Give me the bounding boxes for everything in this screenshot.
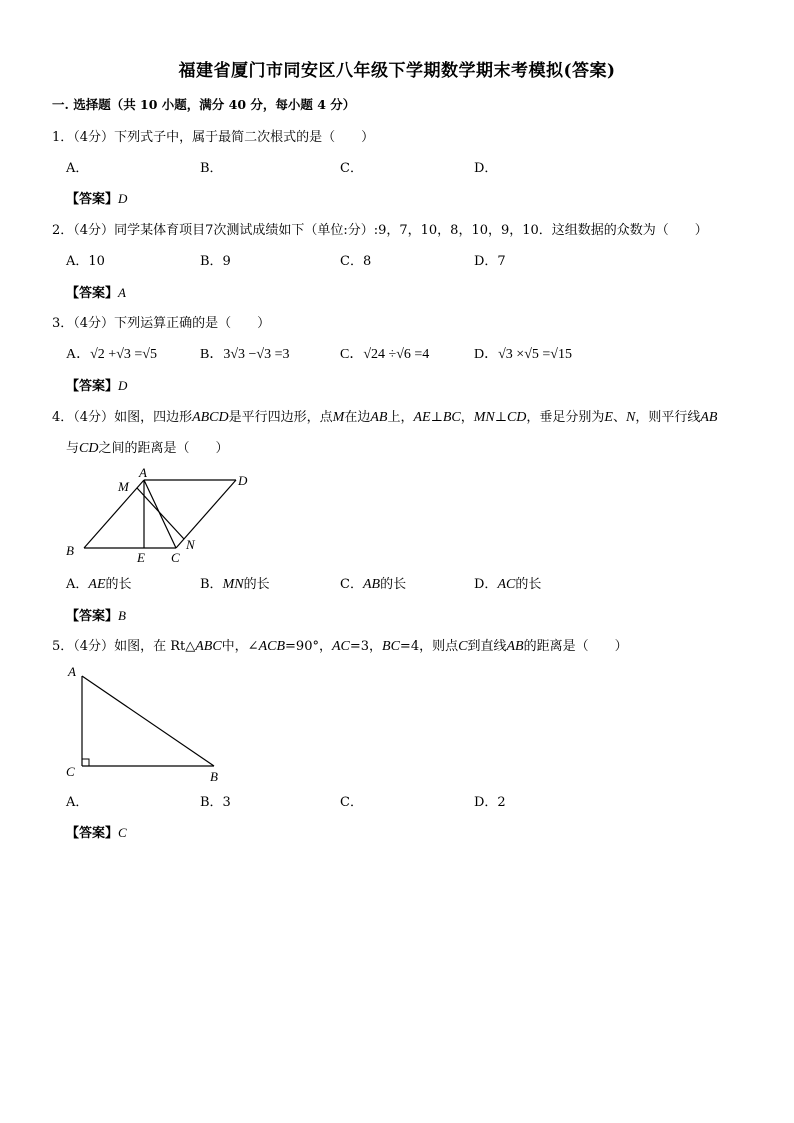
label-b: B [66, 543, 74, 558]
math-symbol: ⊥ [494, 410, 507, 425]
question-text: =3， [349, 639, 383, 654]
side-ab [84, 480, 144, 548]
answer-value: D [118, 378, 128, 393]
question-number: 1． [52, 130, 74, 145]
question-4 [52, 409, 717, 427]
question-1 [52, 129, 374, 147]
math-var: MN [222, 577, 244, 592]
option-c: C． [340, 161, 363, 176]
math-var: M [332, 410, 345, 425]
question-text: 如图，四边形 [114, 410, 193, 425]
question-number: 2． [52, 223, 74, 238]
question-score: （4分） [73, 130, 115, 145]
option-text: 的长 [380, 577, 407, 592]
option-a [66, 576, 132, 594]
math-var: E [604, 410, 613, 425]
option-letter: B． [200, 577, 223, 592]
answer-label: 【答案】 [66, 826, 119, 841]
option-d: D．√3 ×√5 =√15 [474, 347, 572, 362]
parallelogram-figure [60, 464, 260, 568]
math-var: AC [331, 639, 350, 654]
math-var: AC [497, 577, 516, 592]
option-a: A．√2 +√3 =√5 [66, 347, 157, 362]
question-number: 3． [52, 316, 74, 331]
option-letter: D． [474, 577, 498, 592]
question-text: 到直线 [467, 639, 507, 654]
math-var: AE [88, 577, 106, 592]
question-text: 下列式子中，属于最简二次根式的是（ ） [114, 130, 375, 145]
math-var: BC [442, 410, 461, 425]
label-b: B [210, 769, 218, 784]
option-b: B．9 [200, 254, 231, 269]
answer-value: A [118, 285, 126, 300]
math-var: AB [700, 410, 718, 425]
segment-ac [144, 480, 176, 548]
side-dc [176, 480, 236, 548]
right-triangle-figure [60, 662, 230, 786]
math-var: ACB [258, 639, 286, 654]
question-score: （4分） [73, 223, 115, 238]
option-b [200, 576, 270, 594]
question-score: （4分） [73, 639, 115, 654]
math-var: MN [473, 410, 495, 425]
label-n: N [186, 537, 195, 552]
answer-label: 【答案】 [66, 379, 119, 394]
question-number: 4． [52, 410, 74, 425]
question-text: ， [460, 410, 474, 425]
math-var: BC [382, 639, 400, 654]
option-d: D．2 [474, 795, 506, 810]
side-ab [82, 676, 214, 766]
question-text: 上， [387, 410, 414, 425]
answer-3 [66, 377, 127, 396]
math-var: C [458, 639, 468, 654]
question-score: （4分） [73, 316, 115, 331]
question-text: =4，则点 [399, 639, 459, 654]
math-var: CD [506, 410, 527, 425]
option-b: B． [200, 161, 223, 176]
question-text: 的距离是（ ） [523, 639, 628, 654]
option-d [474, 576, 541, 594]
question-text: 是平行四边形，点 [228, 410, 333, 425]
math-var: ABC [195, 639, 222, 654]
section-heading: 一. 选择题（共 10 小题，满分 40 分，每小题 4 分） [52, 97, 356, 112]
answer-5 [66, 824, 127, 843]
math-var: CD [79, 441, 99, 456]
right-angle-mark [82, 759, 89, 766]
option-c: C．8 [340, 254, 372, 269]
question-text: =90°， [285, 639, 332, 654]
answer-value: C [118, 825, 127, 840]
math-var: AB [506, 639, 524, 654]
answer-value: B [118, 608, 126, 623]
option-a: A． [66, 161, 89, 176]
label-c: C [171, 550, 180, 565]
option-text: 的长 [105, 577, 132, 592]
option-text: 的长 [243, 577, 270, 592]
question-text: ，垂足分别为 [526, 410, 605, 425]
question-text: 在边 [344, 410, 371, 425]
option-letter: A． [66, 577, 89, 592]
label-c: C [66, 764, 75, 779]
answer-4 [66, 607, 126, 626]
option-a: A． [66, 795, 89, 810]
math-var: AB [362, 577, 381, 592]
option-b: B．3√3 −√3 =3 [200, 347, 290, 362]
answer-label: 【答案】 [66, 192, 119, 207]
question-number: 5． [52, 639, 74, 654]
question-text: 之间的距离是（ ） [98, 441, 229, 456]
math-var: ABCD [192, 410, 229, 425]
math-var: N [626, 410, 636, 425]
question-text: 、 [612, 410, 626, 425]
answer-value: D [118, 191, 128, 206]
option-letter: C． [340, 577, 363, 592]
math-symbol: ⊥ [430, 410, 443, 425]
option-text: 的长 [515, 577, 542, 592]
question-2 [52, 222, 708, 240]
question-text: 与 [66, 441, 80, 456]
question-score: （4分） [73, 410, 115, 425]
question-text: ，则平行线 [635, 410, 701, 425]
answer-2 [66, 284, 126, 303]
question-text: 如图，在 Rt△ [114, 639, 196, 654]
math-var: AE [413, 410, 431, 425]
option-a: A．10 [66, 254, 105, 269]
question-text: 中，∠ [221, 639, 259, 654]
label-a: A [68, 664, 76, 679]
question-text: 同学某体育项目7次测试成绩如下（单位:分）:9，7，10，8，10，9，10．这组数据的众数为（ ） [114, 223, 708, 238]
question-3 [52, 315, 270, 333]
page-title: 福建省厦门市同安区八年级下学期数学期末考模拟(答案) [178, 61, 616, 81]
option-d: D．7 [474, 254, 506, 269]
option-c: C． [340, 795, 363, 810]
question-4-cont [66, 440, 228, 458]
question-5 [52, 638, 628, 656]
question-text: 下列运算正确的是（ ） [114, 316, 271, 331]
option-b: B．3 [200, 795, 231, 810]
option-d: D． [474, 161, 498, 176]
option-c: C．√24 ÷√6 =4 [340, 347, 430, 362]
label-a: A [139, 465, 147, 480]
label-d: D [238, 473, 248, 488]
label-e: E [137, 550, 145, 565]
answer-label: 【答案】 [66, 286, 119, 301]
answer-1 [66, 190, 127, 209]
answer-label: 【答案】 [66, 609, 119, 624]
label-m: M [118, 479, 129, 494]
option-c [340, 576, 406, 594]
math-var: AB [370, 410, 388, 425]
